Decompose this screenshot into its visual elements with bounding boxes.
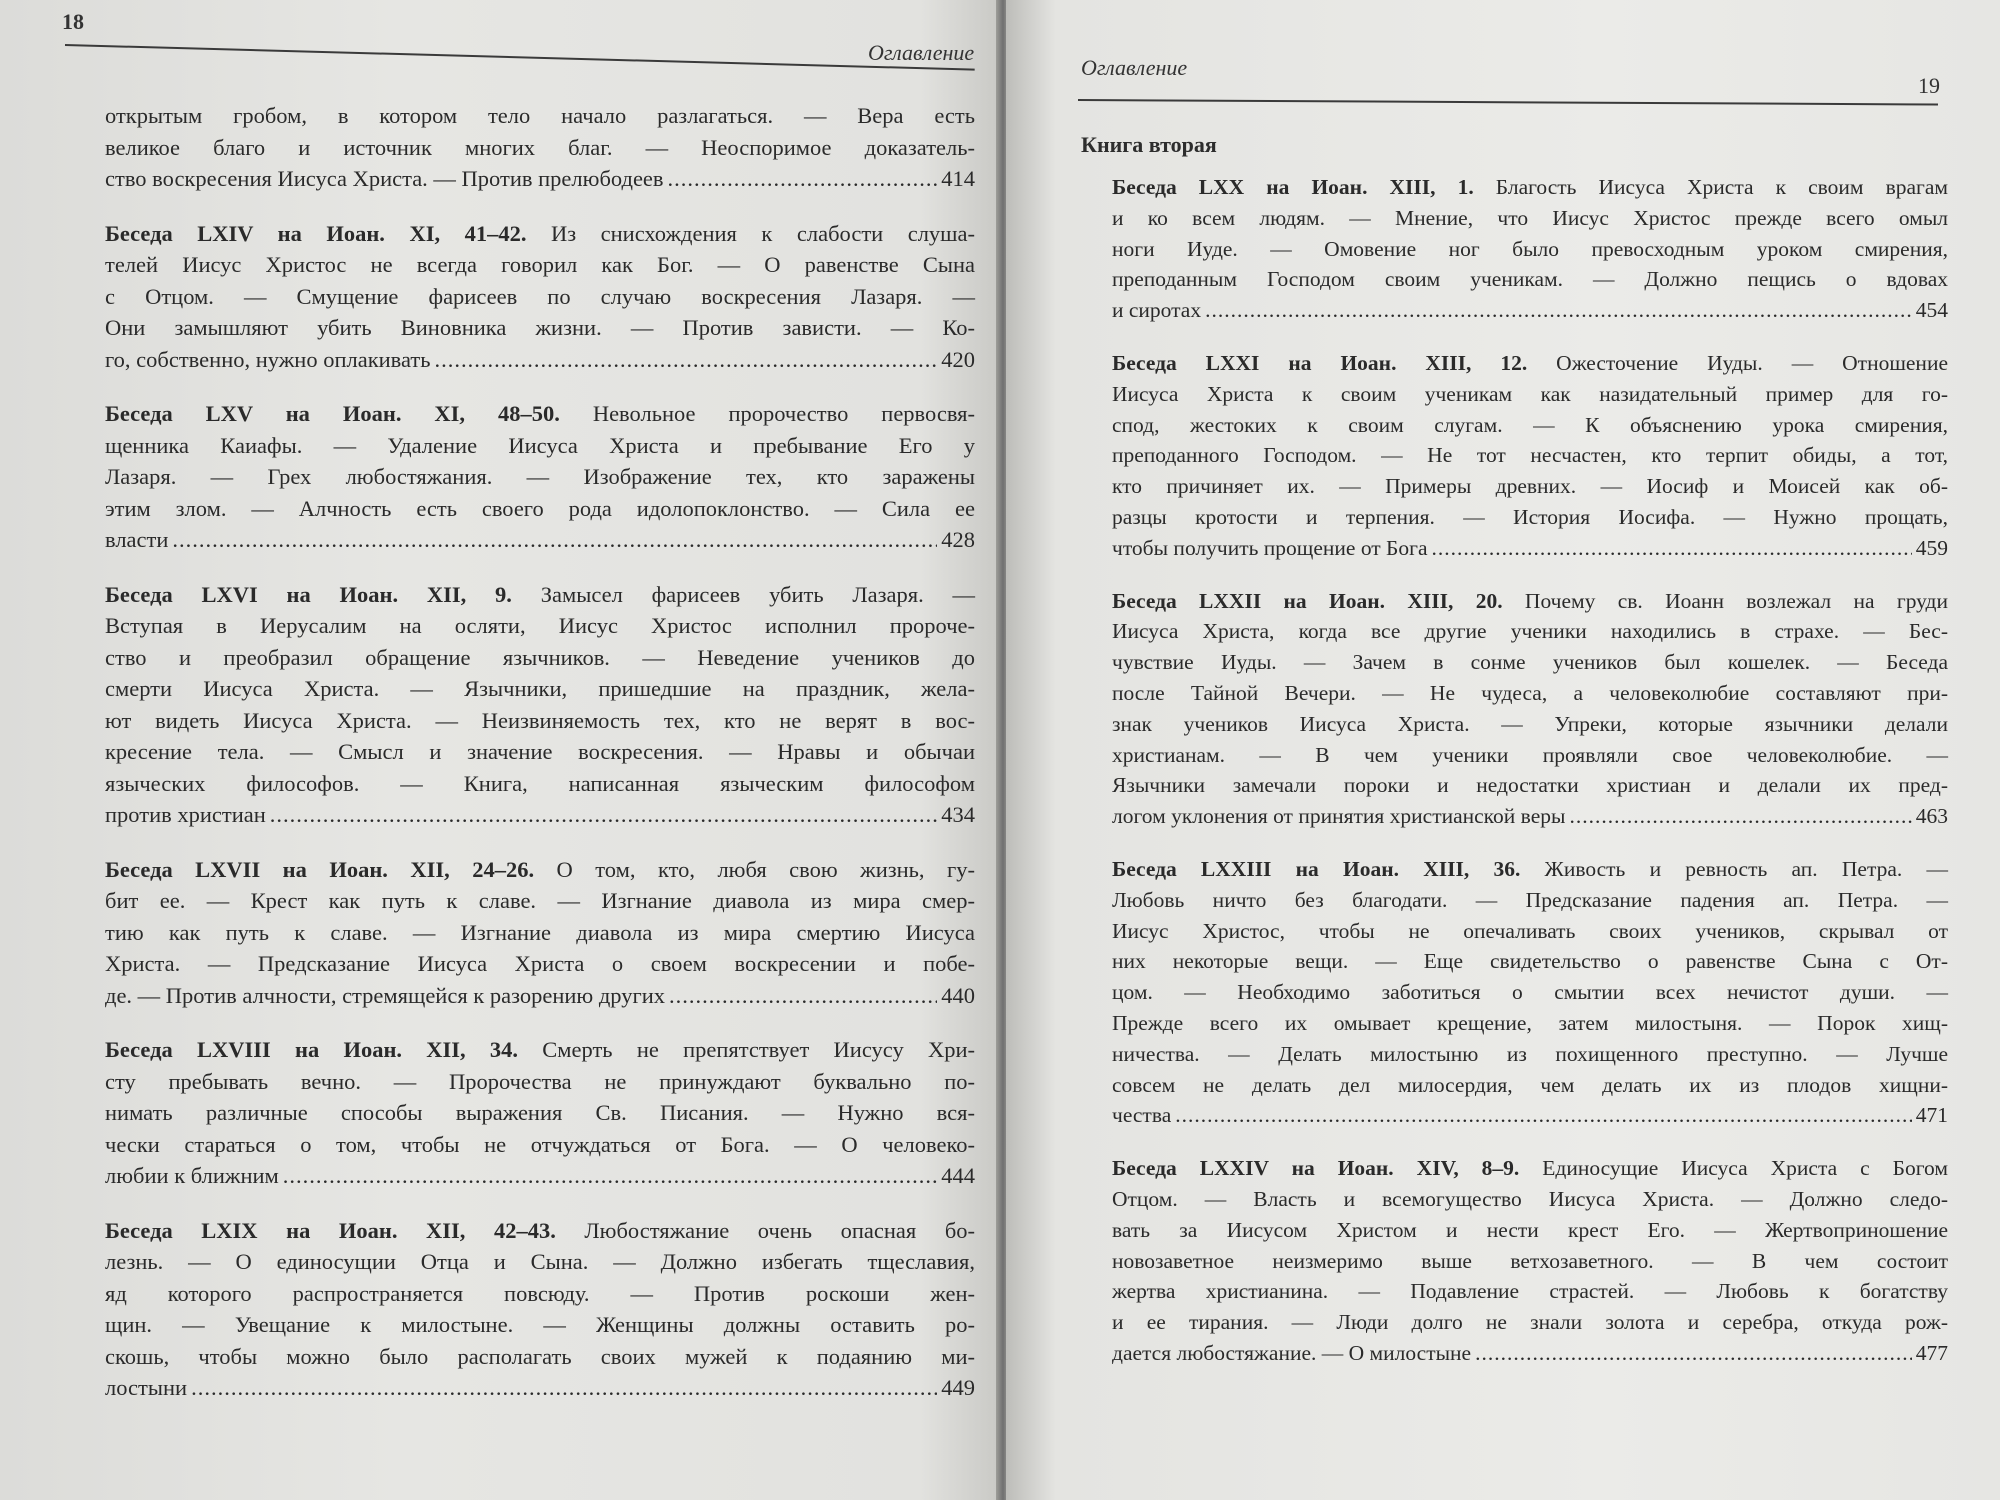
entry-last-line	[1112, 533, 1948, 564]
entry-text: них некоторые вещи. — Еще свидетельство о равенстве Сына с От-	[1112, 949, 1948, 974]
entry-heading: Беседа LXVII на Иоан. XII, 24–26.	[105, 856, 535, 882]
entry-line	[1112, 1276, 1948, 1307]
dot-leader	[172, 524, 937, 556]
entry-text: новозаветное неизмеримо выше ветхозаветного. — В чем состоит	[1112, 1248, 1948, 1273]
entry-text: против христиан	[105, 802, 266, 827]
entry-line	[1112, 854, 1948, 885]
entry-line	[1112, 1184, 1948, 1215]
section-title: Книга вторая	[1081, 132, 1217, 157]
entry-line	[105, 579, 975, 611]
entry-line	[105, 1034, 975, 1066]
page-reference: 454	[1915, 298, 1948, 323]
running-head: Оглавление	[868, 40, 975, 65]
entry-line	[105, 1309, 975, 1341]
page-number: 19	[1918, 73, 1940, 98]
entry-text: Ожесточение Иуды. — Отношение	[1527, 350, 1948, 375]
entry-last-line	[1112, 1100, 1948, 1131]
entry-text: и ее тирания. — Люди долго не знали золота и серебра, откуда рож-	[1112, 1310, 1948, 1335]
entry-text: любии к ближним	[105, 1163, 279, 1188]
dot-leader	[1569, 801, 1911, 832]
page-reference: 449	[941, 1375, 975, 1400]
entry-text: вать за Иисусом Христом и нести крест Его. — Жертвоприношение	[1112, 1217, 1948, 1242]
entry-line	[1112, 440, 1948, 471]
entry-text: бит ее. — Крест как путь к славе. — Изгнание диавола из мира смер-	[105, 888, 975, 913]
entry-line	[1112, 740, 1948, 771]
entry-text: знак учеников Иисуса Христа. — Упреки, которые язычники делали	[1112, 711, 1948, 736]
entry-last-line	[105, 1372, 975, 1404]
entry-line	[105, 100, 975, 132]
entry-line	[105, 218, 975, 250]
toc-entry	[105, 854, 975, 1012]
entry-line	[1112, 1246, 1948, 1277]
entry-line	[105, 705, 975, 737]
entry-line	[1112, 1008, 1948, 1039]
entry-line	[105, 917, 975, 949]
entry-text: языческих философов. — Книга, написанная языческим философом	[105, 770, 975, 796]
entry-text: чувствие Иуды. — Зачем в сонме учеников был кошелек. — Беседа	[1112, 650, 1948, 675]
entry-text: дается любостяжание. — О милостыне	[1112, 1340, 1472, 1365]
entry-line	[105, 673, 975, 705]
dot-leader	[1205, 295, 1912, 326]
entry-text: кресение тела. — Смысл и значение воскресения. — Нравы и обычаи	[105, 739, 975, 764]
page-number: 18	[62, 9, 84, 34]
dot-leader	[1175, 1100, 1912, 1131]
entry-line	[1112, 770, 1948, 801]
entry-line	[1112, 916, 1948, 947]
toc-entry	[1078, 172, 1948, 326]
entry-heading: Беседа LXV на Иоан. XI, 48–50.	[105, 401, 560, 426]
entry-line	[105, 854, 975, 886]
entry-heading: Беседа LXVIII на Иоан. XII, 34.	[105, 1037, 519, 1062]
toc-entry	[1078, 854, 1948, 1131]
entry-text: цом. — Необходимо заботиться о смытии всех нечистот души. —	[1112, 980, 1948, 1005]
dot-leader	[270, 799, 937, 831]
toc-entry	[1078, 1153, 1948, 1369]
dot-leader	[1432, 533, 1912, 564]
entry-line	[105, 1215, 975, 1247]
entry-text: щин. — Увещание к милостыне. — Женщины должны оставить ро-	[105, 1312, 975, 1337]
entry-heading: Беседа LXXIII на Иоан. XIII, 36.	[1112, 856, 1521, 881]
entry-text: открытым гробом, в котором тело начало разлагаться. — Вера есть	[105, 103, 975, 128]
entry-line	[1112, 1070, 1948, 1101]
header-rule	[65, 44, 975, 71]
page-reference: 440	[941, 982, 975, 1008]
entry-text: Христа. — Предсказание Иисуса Христа о своем воскресении и побе-	[105, 951, 975, 976]
dot-leader	[668, 163, 938, 195]
entry-line	[105, 1278, 975, 1310]
toc-entry	[1078, 586, 1948, 832]
page-reference: 420	[941, 346, 975, 372]
entry-text: ство воскресения Иисуса Христа. — Против прелюбодеев	[105, 166, 664, 191]
entry-heading: Беседа LXXIV на Иоан. XIV, 8–9.	[1112, 1156, 1520, 1181]
entry-line	[1112, 709, 1948, 740]
toc-entry	[1078, 348, 1948, 564]
entry-text: после Тайной Вечери. — Не чудеса, а человеколюбие составляют при-	[1112, 680, 1948, 705]
entry-text: Иисус Христос, чтобы не опечаливать своих учеников, скрывал от	[1112, 918, 1948, 943]
toc-entry	[105, 100, 975, 195]
entry-text: Иисуса Христа к своим ученикам как назидательный пример для го-	[1112, 381, 1948, 406]
entry-text: этим злом. — Алчность есть своего рода идолопоклонство. — Сила ее	[105, 495, 975, 521]
entry-text: Язычники замечали пороки и недостатки христиан и делали их пред-	[1112, 773, 1948, 798]
entry-text: го, собственно, нужно оплакивать	[105, 346, 431, 372]
entry-text: ство и преобразил обращение язычников. — Неведение учеников до	[105, 644, 975, 670]
entry-line	[105, 736, 975, 768]
entry-text: Замысел фарисеев убить Лазаря. —	[511, 581, 976, 607]
entry-line	[1112, 502, 1948, 533]
entry-text: О том, кто, любя свою жизнь, гу-	[534, 856, 975, 882]
page-reference: 471	[1915, 1103, 1948, 1128]
toc-entry	[105, 218, 975, 376]
entry-line	[1112, 410, 1948, 441]
entry-line	[1112, 1039, 1948, 1070]
entry-last-line	[105, 799, 975, 831]
entry-line	[105, 1066, 975, 1098]
entry-text: с Отцом. — Смущение фарисеев по случаю воскресения Лазаря. —	[105, 283, 975, 309]
entry-text: великое благо и источник многих благ. — Неоспоримое доказатель-	[105, 134, 975, 160]
entry-text: ноги Иуде. — Омовение ног было превосходным уроком смирения,	[1112, 236, 1948, 261]
entry-text: Любостяжание очень опасная бо-	[555, 1217, 976, 1243]
dot-leader	[191, 1372, 937, 1404]
entry-text: де. — Против алчности, стремящейся к разорению других	[105, 982, 666, 1008]
entry-line	[105, 132, 975, 164]
entry-heading: Беседа LXXII на Иоан. XIII, 20.	[1112, 588, 1503, 613]
entry-last-line	[105, 344, 975, 376]
entry-text: Смерть не препятствует Иисусу Хри-	[518, 1037, 976, 1062]
entry-line	[105, 1129, 975, 1161]
entry-text: Живость и ревность ап. Петра. —	[1520, 856, 1948, 881]
entry-text: ют видеть Иисуса Христа. — Неизвиняемость тех, кто не верят в вос-	[105, 707, 975, 733]
page-reference: 414	[941, 166, 975, 191]
dot-leader	[669, 980, 937, 1012]
page-reference: 428	[941, 527, 975, 552]
entry-last-line	[105, 163, 975, 195]
entry-line	[105, 885, 975, 917]
entry-last-line	[1112, 295, 1948, 326]
entry-text: Единосущие Иисуса Христа с Богом	[1519, 1156, 1948, 1181]
toc-entry	[105, 1034, 975, 1192]
entry-text: тию как путь к славе. — Изгнание диавола из мира смертию Иисуса	[105, 919, 975, 945]
entry-line	[105, 461, 975, 493]
entry-line	[1112, 678, 1948, 709]
entry-heading: Беседа LXIX на Иоан. XII, 42–43.	[105, 1217, 556, 1243]
page-reference: 434	[941, 802, 975, 827]
dot-leader	[283, 1160, 937, 1192]
entry-line	[1112, 471, 1948, 502]
entry-line	[1112, 264, 1948, 295]
entry-text: лостыни	[105, 1375, 188, 1400]
entry-line	[1112, 616, 1948, 647]
entry-line	[105, 1246, 975, 1278]
entry-text: разцы кротости и терпения. — История Иосифа. — Нужно прощать,	[1112, 504, 1948, 529]
entry-text: щенника Каиафы. — Удаление Иисуса Христа и пребывание Его у	[105, 432, 975, 458]
entry-line	[105, 1341, 975, 1373]
entry-last-line	[105, 980, 975, 1012]
toc-list	[105, 100, 975, 1427]
entry-text: Лазаря. — Грех любостяжания. — Изображение тех, кто заражены	[105, 464, 975, 489]
entry-line	[1112, 234, 1948, 265]
entry-text: Благость Иисуса Христа к своим врагам	[1473, 175, 1949, 199]
entry-line	[1112, 1215, 1948, 1246]
dot-leader	[435, 344, 938, 376]
page-reference: 477	[1915, 1340, 1948, 1365]
entry-line	[105, 249, 975, 281]
entry-text: власти	[105, 527, 169, 552]
entry-text: спод, жестоких к своим слугам. — К объяснению урока смирения,	[1112, 412, 1948, 437]
entry-text: телей Иисус Христос не всегда говорил как Бог. — О равенстве Сына	[105, 252, 975, 277]
entry-text: кто причиняет их. — Примеры древних. — Иосиф и Моисей как об-	[1112, 474, 1948, 499]
entry-text: Любовь ничто без благодати. — Предсказание падения ап. Петра. —	[1112, 887, 1948, 912]
toc-list	[1078, 132, 1948, 1391]
page-reference: 459	[1915, 535, 1948, 560]
toc-entry	[105, 398, 975, 556]
running-head: Оглавление	[1081, 55, 1188, 80]
entry-last-line	[1112, 1338, 1948, 1369]
entry-heading: Беседа LXIV на Иоан. XI, 41–42.	[105, 220, 527, 246]
entry-text: совсем не делать дел милосердия, чем делать их из плодов хищни-	[1112, 1072, 1948, 1097]
entry-line	[105, 281, 975, 313]
entry-line	[105, 610, 975, 642]
entry-line	[105, 1097, 975, 1129]
entry-text: и сиротах	[1112, 298, 1202, 323]
entry-text: Вступая в Иерусалим на осляти, Иисус Христос исполнил пророче-	[105, 613, 975, 638]
entry-line	[1112, 348, 1948, 379]
entry-text: преподанным Господом своим ученикам. — Должно пещись о вдовах	[1112, 267, 1948, 292]
entry-last-line	[105, 1160, 975, 1192]
entry-text: смерти Иисуса Христа. — Язычники, пришедшие на праздник, жела-	[105, 676, 975, 701]
entry-text: Невольное пророчество первосвя-	[559, 401, 975, 426]
entry-last-line	[1112, 801, 1948, 832]
entry-line	[105, 493, 975, 525]
entry-text: Почему св. Иоанн возлежал на груди	[1502, 588, 1948, 613]
entry-line	[105, 768, 975, 800]
entry-line	[1112, 172, 1948, 203]
entry-text: чески стараться о том, чтобы не отчуждаться от Бога. — О человеко-	[105, 1131, 975, 1157]
entry-text: чества	[1112, 1103, 1172, 1128]
entry-line	[105, 312, 975, 344]
entry-line	[105, 642, 975, 674]
entry-text: преподанного Господом. — Не тот несчастен, кто терпит обиды, а тот,	[1112, 443, 1948, 468]
entry-heading: Беседа LXX на Иоан. XIII, 1.	[1112, 175, 1474, 199]
entry-text: лезнь. — О единосущии Отца и Сына. — Должно избегать тщеславия,	[105, 1249, 975, 1274]
entry-text: ничества. — Делать милостыню из похищенного преступно. — Лучше	[1112, 1041, 1948, 1066]
entry-text: Отцом. — Власть и всемогущество Иисуса Христа. — Должно следо-	[1112, 1186, 1948, 1211]
entry-line	[1112, 946, 1948, 977]
entry-line	[1112, 885, 1948, 916]
entry-last-line	[105, 524, 975, 556]
header-rule	[1078, 99, 1938, 106]
entry-text: и ко всем людям. — Мнение, что Иисус Христос прежде всего омыл	[1112, 205, 1948, 230]
toc-entry	[105, 579, 975, 831]
entry-line	[105, 430, 975, 462]
entry-line	[1112, 647, 1948, 678]
entry-text: яд которого распространяется повсюду. — Против роскоши жен-	[105, 1280, 975, 1306]
entry-line	[1112, 379, 1948, 410]
entry-text: сту пребывать вечно. — Пророчества не принуждают буквально по-	[105, 1068, 975, 1094]
entry-text: Из снисхождения к слабости слуша-	[526, 220, 975, 246]
entry-text: скошь, чтобы можно было располагать своих мужей к подаянию ми-	[105, 1343, 975, 1369]
entry-line	[105, 398, 975, 430]
entry-text: нимать различные способы выражения Св. Писания. — Нужно вся-	[105, 1100, 975, 1125]
entry-text: чтобы получить прощение от Бога	[1112, 535, 1428, 560]
entry-line	[105, 948, 975, 980]
entry-text: жертва христианина. — Подавление страстей. — Любовь к богатству	[1112, 1279, 1948, 1304]
page-reference: 463	[1915, 804, 1948, 829]
page-reference: 444	[941, 1163, 975, 1188]
entry-text: Прежде всего их омывает крещение, затем милостыня. — Порок хищ-	[1112, 1010, 1948, 1035]
entry-line	[1112, 1307, 1948, 1338]
entry-heading: Беседа LXVI на Иоан. XII, 9.	[105, 581, 512, 607]
right-page	[1006, 0, 2000, 1500]
entry-heading: Беседа LXXI на Иоан. XIII, 12.	[1112, 350, 1528, 375]
entry-line	[1112, 977, 1948, 1008]
entry-line	[1112, 1153, 1948, 1184]
toc-entry	[105, 1215, 975, 1404]
entry-text: Иисуса Христа, когда все другие ученики находились в страхе. — Бес-	[1112, 619, 1948, 644]
entry-line	[1112, 203, 1948, 234]
entry-text: христианам. — В чем ученики проявляли свое человеколюбие. —	[1112, 742, 1948, 767]
entry-text: Они замышляют убить Виновника жизни. — Против зависти. — Ко-	[105, 315, 975, 340]
dot-leader	[1475, 1338, 1912, 1369]
entry-text: логом уклонения от принятия христианской веры	[1112, 804, 1566, 829]
entry-line	[1112, 586, 1948, 617]
